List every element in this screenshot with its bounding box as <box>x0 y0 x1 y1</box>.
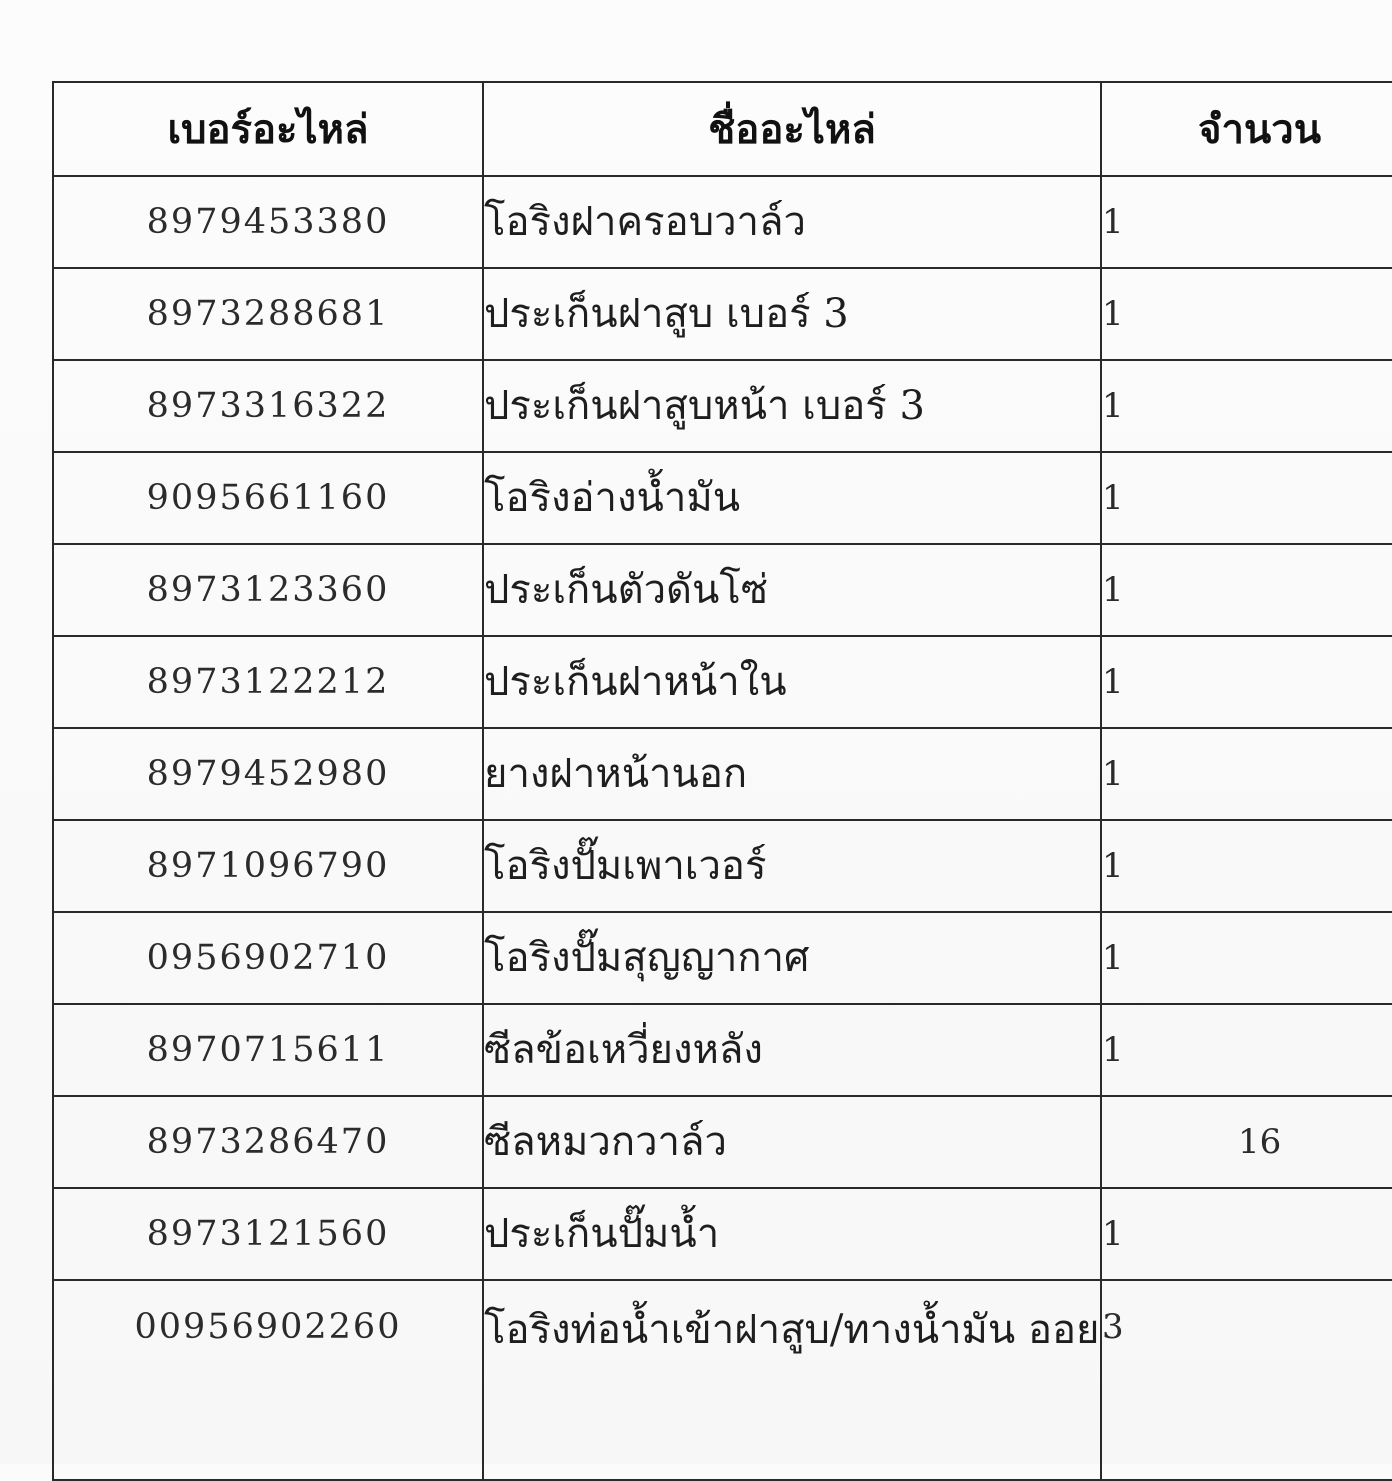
part-number-cell: 8973288681 <box>53 268 483 360</box>
part-number-cell: 8971096790 <box>53 820 483 912</box>
table-row <box>53 1188 1392 1280</box>
part-number-cell: 8979453380 <box>53 176 483 268</box>
quantity-cell: 1 <box>1101 820 1392 912</box>
part-name-cell: โอริงอ่างน้ำมัน <box>483 452 1101 544</box>
part-name-cell: ประเก็นตัวดันโซ่ <box>483 544 1101 636</box>
table-row <box>53 1004 1392 1096</box>
part-number-cell: 8970715611 <box>53 1004 483 1096</box>
table-row <box>53 728 1392 820</box>
parts-table <box>52 81 1392 1481</box>
table-row <box>53 1280 1392 1480</box>
part-number-cell: 8973316322 <box>53 360 483 452</box>
part-name-cell: ประเก็นฝาสูบ เบอร์ 3 <box>483 268 1101 360</box>
quantity-cell: 1 <box>1101 1188 1392 1280</box>
table-row <box>53 176 1392 268</box>
quantity-cell: 3 <box>1101 1280 1392 1480</box>
part-number-cell: 8973286470 <box>53 1096 483 1188</box>
header-part-number: เบอร์อะไหล่ <box>53 82 483 176</box>
quantity-cell: 1 <box>1101 176 1392 268</box>
part-number-cell: 8979452980 <box>53 728 483 820</box>
part-name-cell: โอริงท่อน้ำเข้าฝาสูบ/ทางน้ำมัน ออย <box>483 1280 1101 1480</box>
part-number-cell: 00956902260 <box>53 1280 483 1480</box>
part-number-cell: 0956902710 <box>53 912 483 1004</box>
table-row <box>53 268 1392 360</box>
table-row <box>53 820 1392 912</box>
quantity-cell: 1 <box>1101 268 1392 360</box>
quantity-cell: 1 <box>1101 912 1392 1004</box>
part-number-cell: 8973121560 <box>53 1188 483 1280</box>
part-number-cell: 9095661160 <box>53 452 483 544</box>
table-row <box>53 1096 1392 1188</box>
part-name-cell: ยางฝาหน้านอก <box>483 728 1101 820</box>
table-row <box>53 544 1392 636</box>
quantity-cell: 1 <box>1101 1004 1392 1096</box>
part-name-cell: โอริงฝาครอบวาล์ว <box>483 176 1101 268</box>
quantity-cell: 1 <box>1101 360 1392 452</box>
part-name-cell: ซีลหมวกวาล์ว <box>483 1096 1101 1188</box>
part-name-cell: โอริงปั๊มสุญญากาศ <box>483 912 1101 1004</box>
part-name-cell: ประเก็นฝาสูบหน้า เบอร์ 3 <box>483 360 1101 452</box>
table-row <box>53 360 1392 452</box>
quantity-cell: 1 <box>1101 544 1392 636</box>
part-name-cell: โอริงปั๊มเพาเวอร์ <box>483 820 1101 912</box>
part-name-cell: ประเก็นฝาหน้าใน <box>483 636 1101 728</box>
quantity-cell: 1 <box>1101 636 1392 728</box>
part-number-cell: 8973122212 <box>53 636 483 728</box>
part-name-cell: ประเก็นปั๊มน้ำ <box>483 1188 1101 1280</box>
table-row <box>53 452 1392 544</box>
quantity-cell: 1 <box>1101 728 1392 820</box>
quantity-cell: 16 <box>1101 1096 1392 1188</box>
header-part-name: ชื่ออะไหล่ <box>483 82 1101 176</box>
table-header-row <box>53 82 1392 176</box>
table-row <box>53 912 1392 1004</box>
quantity-cell: 1 <box>1101 452 1392 544</box>
part-name-cell: ซีลข้อเหวี่ยงหลัง <box>483 1004 1101 1096</box>
header-quantity: จำนวน <box>1101 82 1392 176</box>
table-row <box>53 636 1392 728</box>
part-number-cell: 8973123360 <box>53 544 483 636</box>
